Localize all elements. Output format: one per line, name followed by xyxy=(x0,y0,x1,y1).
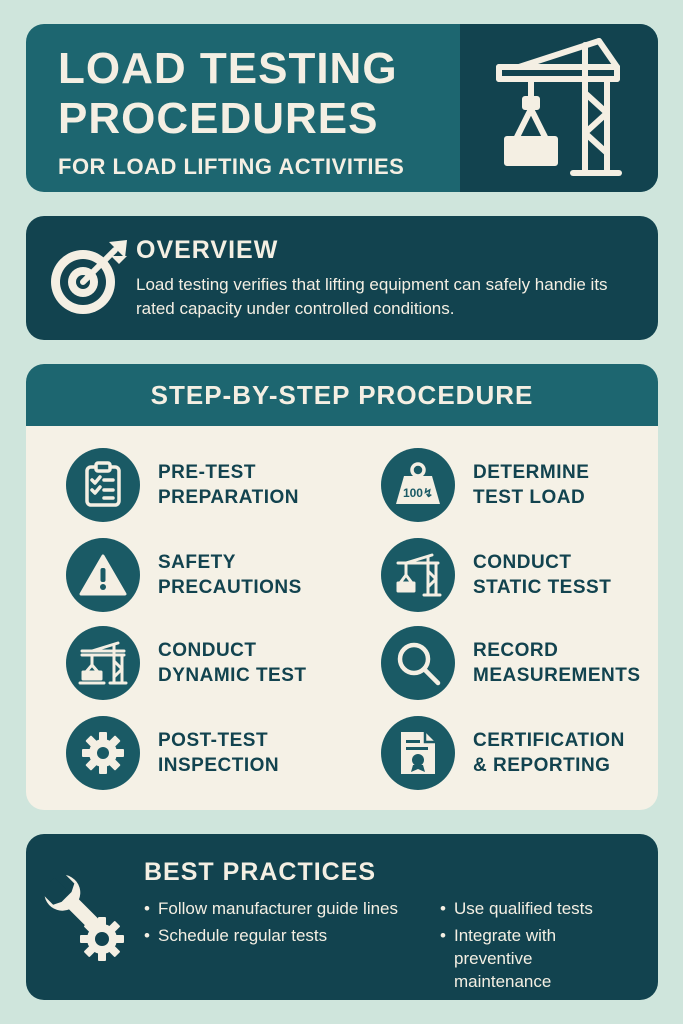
step-icon-circle xyxy=(66,538,140,612)
step-safety-precautions xyxy=(66,538,302,612)
step-icon-circle xyxy=(66,448,140,522)
page-title-line1: LOAD TESTING xyxy=(58,44,398,93)
list-item: • Follow manufacturer guide lines xyxy=(144,897,440,920)
step-determine-test-load xyxy=(381,448,589,522)
overview-title: OVERVIEW xyxy=(136,235,279,264)
weight-value-text: 100↯ xyxy=(402,486,434,500)
procedure-title: STEP-BY-STEP PROCEDURE xyxy=(26,364,658,426)
step-conduct-static-test xyxy=(381,538,611,612)
overview-panel xyxy=(26,216,658,340)
step-label xyxy=(473,728,625,778)
gear-icon xyxy=(80,730,126,776)
header-title-area xyxy=(26,24,460,192)
step-label xyxy=(473,550,611,600)
step-label-line2: PREPARATION xyxy=(158,487,299,508)
step-record-measurements xyxy=(381,626,641,700)
best-practices-panel xyxy=(26,834,658,1000)
tower-crane-icon xyxy=(489,33,629,183)
best-practices-list-right xyxy=(440,897,610,997)
step-icon-circle xyxy=(381,448,455,522)
step-label-line2: TEST LOAD xyxy=(473,487,586,508)
best-practices-title: BEST PRACTICES xyxy=(144,858,377,886)
target-icon xyxy=(47,236,131,320)
checklist-icon xyxy=(81,461,125,509)
step-label xyxy=(158,638,307,688)
step-label-line2: DYNAMIC TEST xyxy=(158,665,307,686)
step-label-line1: CERTIFICATION xyxy=(473,730,625,751)
overview-icon-wrap xyxy=(26,236,136,320)
step-label xyxy=(158,550,302,600)
weight-icon xyxy=(392,462,444,508)
step-pre-test-preparation xyxy=(66,448,299,522)
step-label xyxy=(473,638,641,688)
step-icon-circle xyxy=(66,626,140,700)
list-item: • Schedule regular tests xyxy=(144,924,440,947)
wrench-gear-icon xyxy=(40,869,130,965)
step-certification-reporting xyxy=(381,716,625,790)
step-label-line2: STATIC TESST xyxy=(473,577,612,598)
step-label xyxy=(473,460,589,510)
step-conduct-dynamic-test xyxy=(66,626,307,700)
page-title-line2: PROCEDURES xyxy=(58,94,379,143)
step-icon-circle xyxy=(381,538,455,612)
step-label-line1: DETERMINE xyxy=(473,462,590,483)
list-item: • Integrate with preventive maintenance xyxy=(440,924,610,993)
procedure-panel xyxy=(26,364,658,810)
certificate-icon xyxy=(397,728,439,778)
overview-description: Load testing verifies that lifting equipment can safely handie its rated capacity under controlled conditions. xyxy=(136,274,608,318)
step-label-line2: & REPORTING xyxy=(473,755,611,776)
list-item: • Use qualified tests xyxy=(440,897,610,920)
warning-icon xyxy=(79,553,127,597)
step-label-line1: CONDUCT xyxy=(473,552,572,573)
overview-text xyxy=(136,236,658,321)
step-icon-circle xyxy=(381,626,455,700)
step-label-line1: CONDUCT xyxy=(158,640,257,661)
step-label-line2: MEASUREMENTS xyxy=(473,665,641,686)
step-icon-circle xyxy=(66,716,140,790)
step-icon-circle xyxy=(381,716,455,790)
step-label xyxy=(158,728,279,778)
crane-icon xyxy=(78,639,128,687)
step-label-line1: SAFETY xyxy=(158,552,236,573)
best-practices-list-left xyxy=(144,897,440,997)
step-label xyxy=(158,460,299,510)
step-label-line1: POST-TEST xyxy=(158,730,269,751)
best-practices-icon-wrap xyxy=(26,834,144,1000)
crane-icon xyxy=(394,551,442,599)
page-subtitle: FOR LOAD LIFTING ACTIVITIES xyxy=(58,154,405,179)
header-banner xyxy=(26,24,658,192)
step-label-line1: PRE-TEST xyxy=(158,462,256,483)
header-icon-area xyxy=(460,24,658,192)
step-post-test-inspection xyxy=(66,716,279,790)
step-label-line1: RECORD xyxy=(473,640,559,661)
step-label-line2: INSPECTION xyxy=(158,755,280,776)
step-label-line2: PRECAUTIONS xyxy=(158,577,302,598)
best-practices-body xyxy=(144,834,658,1000)
magnifier-icon xyxy=(394,639,442,687)
best-practices-columns xyxy=(144,897,658,997)
